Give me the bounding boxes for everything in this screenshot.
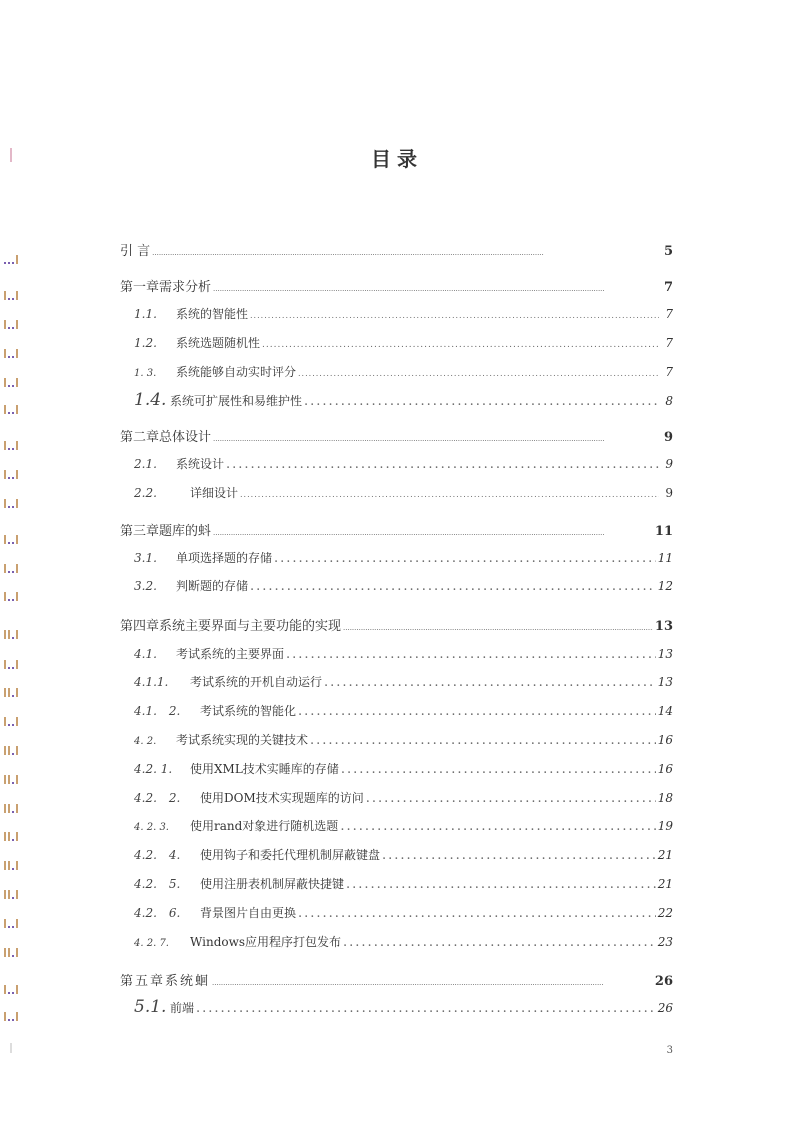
leader-dots (250, 311, 659, 320)
margin-mark (4, 395, 24, 405)
toc-entry-text: 系统可扩展性和易维护性 (170, 394, 303, 408)
toc-entry-page: 8 (665, 394, 673, 408)
toc-entry-text: 第四章系统主要界面与主要功能的实现 (120, 619, 342, 634)
margin-mark (4, 245, 24, 255)
margin-mark (4, 460, 24, 470)
margin-mark (4, 650, 24, 660)
toc-entry[interactable] (134, 645, 673, 665)
leader-dots (213, 285, 659, 293)
leader-dots (343, 624, 653, 632)
toc-entry[interactable] (134, 760, 673, 780)
leader-dots (346, 877, 656, 892)
toc-entry-page: 23 (657, 935, 673, 949)
toc-entry-page: 9 (665, 486, 673, 500)
leader-dots (262, 340, 659, 350)
toc-entry-number: 4.2. 2. (134, 791, 181, 805)
toc-entry-number: 4.2. 5. (134, 877, 181, 891)
toc-entry-text: 使用注册表机制屏蔽快捷键 (200, 877, 345, 891)
leader-dots (286, 647, 656, 662)
leader-dots (213, 435, 659, 443)
toc-entry-number: 4.2. 6. (134, 906, 181, 920)
toc-entry-text: 前端 (170, 1001, 195, 1015)
toc-entry-text: 判断题的存储 (176, 579, 249, 593)
leader-dots (274, 551, 656, 566)
toc-entry[interactable] (134, 702, 673, 722)
toc-entry[interactable] (134, 789, 673, 809)
toc-entry-page: 16 (657, 762, 673, 776)
toc-entry[interactable] (134, 363, 673, 383)
toc-entry[interactable] (134, 817, 673, 837)
margin-mark (4, 880, 24, 890)
leader-dots (341, 762, 656, 777)
toc-entry-number: 1.1. (134, 307, 157, 321)
margin-mark (4, 765, 24, 775)
toc-entry-number: 2.2. (134, 486, 157, 500)
toc-entry-number: 4.1. 2. (134, 704, 181, 718)
leader-dots (343, 935, 656, 950)
leader-dots (212, 979, 653, 987)
leader-dots (310, 733, 656, 748)
leader-dots (152, 249, 659, 257)
toc-entry-number: 1.2. (134, 336, 157, 350)
toc-entry-page: 13 (657, 647, 673, 661)
toc-entry-number: 4.1.1. (134, 675, 169, 689)
toc-entry[interactable] (134, 549, 673, 569)
toc-entry-number: 4. 2. 7. (134, 938, 169, 949)
toc-entry-number: 5.1. (134, 997, 167, 1017)
toc-entry-page: 13 (654, 619, 673, 634)
toc-entry[interactable] (134, 875, 673, 895)
toc-entry-text: 背景图片自由更换 (200, 906, 297, 920)
toc-entry-number: 1. 3. (134, 368, 157, 379)
toc-entry[interactable] (120, 426, 673, 446)
margin-mark (4, 620, 24, 630)
toc-entry-text: 第三章题库的蚪 (120, 524, 212, 539)
margin-mark (4, 707, 24, 717)
toc-entry-page: 7 (665, 307, 673, 321)
toc-entry[interactable] (134, 731, 673, 751)
toc-entry-page: 5 (663, 244, 673, 259)
toc-entry[interactable] (134, 933, 673, 953)
toc-entry-number: 4.2. 1. (134, 762, 173, 776)
margin-mark (4, 489, 24, 499)
leader-dots (324, 675, 656, 690)
toc-entry-text: 单项选择题的存储 (176, 551, 273, 565)
toc-entry[interactable] (134, 455, 673, 475)
toc-entry-page: 9 (665, 457, 673, 471)
toc-entry-number: 3.2. (134, 579, 157, 593)
toc-entry-text: 使用DOM技术实现题库的访问 (200, 791, 364, 805)
leader-dots (298, 906, 656, 921)
margin-mark (10, 148, 12, 162)
margin-mark (4, 525, 24, 535)
margin-mark (4, 310, 24, 320)
toc-entry[interactable] (134, 904, 673, 924)
margin-mark (4, 975, 24, 985)
toc-entry-number: 4.1. (134, 647, 157, 661)
toc-entry-page: 7 (663, 280, 673, 295)
toc-entry-text: 使用钩子和委托代理机制屏蔽键盘 (200, 848, 381, 862)
toc-entry[interactable] (120, 240, 673, 260)
leader-dots (196, 1001, 656, 1016)
leader-dots (382, 848, 656, 863)
toc-entry-page: 26 (654, 974, 673, 989)
margin-mark (4, 938, 24, 948)
toc-entry-page: 22 (657, 906, 673, 920)
toc-entry-number: 1.4. (134, 390, 167, 410)
margin-mark (4, 339, 24, 349)
toc-entry[interactable] (134, 577, 673, 597)
toc-entry-text: 考试系统的智能化 (200, 704, 297, 718)
toc-entry-text: 第五章系统蛔 (120, 974, 211, 989)
toc-entry-page: 16 (657, 733, 673, 747)
toc-entry[interactable] (120, 615, 673, 635)
toc-entry-text: 系统的智能性 (176, 307, 249, 321)
toc-entry[interactable] (134, 305, 673, 325)
toc-entry-number: 3.1. (134, 551, 157, 565)
toc-entry-page: 7 (665, 365, 673, 379)
toc-entry-text: 系统设计 (176, 457, 225, 471)
toc-entry-text: 系统能够自动实时评分 (176, 365, 297, 379)
toc-entry-page: 9 (663, 430, 673, 445)
toc-entry-text: 详细设计 (190, 486, 239, 500)
leader-dots (366, 791, 656, 806)
toc-entry[interactable] (134, 484, 673, 504)
leader-dots (304, 394, 659, 409)
leader-dots (250, 579, 656, 594)
margin-mark (4, 431, 24, 441)
toc-entry-page: 11 (657, 551, 673, 565)
toc-entry-page: 18 (657, 791, 673, 805)
toc-entry-page: 12 (657, 579, 673, 593)
toc-entry-text: 第一章需求分析 (120, 280, 212, 295)
toc-entry-text: 系统选题随机性 (176, 336, 261, 350)
toc-entry-number: 4. 2. (134, 736, 157, 747)
margin-mark (4, 794, 24, 804)
leader-dots (226, 457, 659, 472)
toc-entry[interactable] (134, 846, 673, 866)
leader-dots (213, 529, 653, 537)
margin-mark (4, 822, 24, 832)
margin-mark (4, 909, 24, 919)
toc-entry[interactable] (134, 997, 673, 1017)
toc-title: 目录 (371, 147, 423, 171)
leader-dots (340, 819, 655, 834)
toc-entry[interactable] (120, 276, 673, 296)
toc-entry-page: 21 (657, 877, 673, 891)
toc-entry-page: 7 (665, 336, 673, 350)
toc-entry-number: 4.2. 4. (134, 848, 181, 862)
margin-mark (4, 851, 24, 861)
toc-entry[interactable] (120, 520, 673, 540)
margin-mark (4, 1002, 24, 1012)
toc-entry-number: 4. 2. 3. (134, 822, 169, 833)
margin-mark (4, 368, 24, 378)
toc-entry-number: 2.1. (134, 457, 157, 471)
toc-entry[interactable] (134, 673, 673, 693)
toc-entry-text: 第二章总体设计 (120, 430, 212, 445)
toc-entry-text: 考试系统实现的关键技术 (176, 733, 309, 747)
toc-entry-page: 11 (654, 524, 673, 539)
toc-entry-text: 引 言 (120, 244, 151, 259)
toc-entry-page: 21 (657, 848, 673, 862)
toc-entry[interactable] (134, 390, 673, 410)
toc-entry-text: 使用rand对象进行随机选题 (190, 819, 339, 833)
toc-entry-text: Windows应用程序打包发布 (190, 935, 342, 949)
toc-entry[interactable] (120, 970, 673, 990)
toc-entry[interactable] (134, 334, 673, 354)
toc-entry-text: 使用XML技术实睡库的存储 (190, 762, 339, 776)
margin-mark (4, 554, 24, 564)
leader-dots (298, 369, 659, 378)
leader-dots (298, 704, 656, 719)
toc-entry-text: 考试系统的开机自动运行 (190, 675, 323, 689)
margin-mark (4, 582, 24, 592)
margin-mark (4, 736, 24, 746)
toc-entry-page: 13 (657, 675, 673, 689)
toc-entry-page: 19 (657, 819, 673, 833)
leader-dots (240, 490, 659, 499)
margin-mark (4, 281, 24, 291)
page-number: 3 (666, 1045, 673, 1056)
margin-mark (4, 678, 24, 688)
toc-entry-page: 14 (657, 704, 673, 718)
toc-entry-page: 26 (657, 1001, 673, 1015)
toc-entry-text: 考试系统的主要界面 (176, 647, 285, 661)
